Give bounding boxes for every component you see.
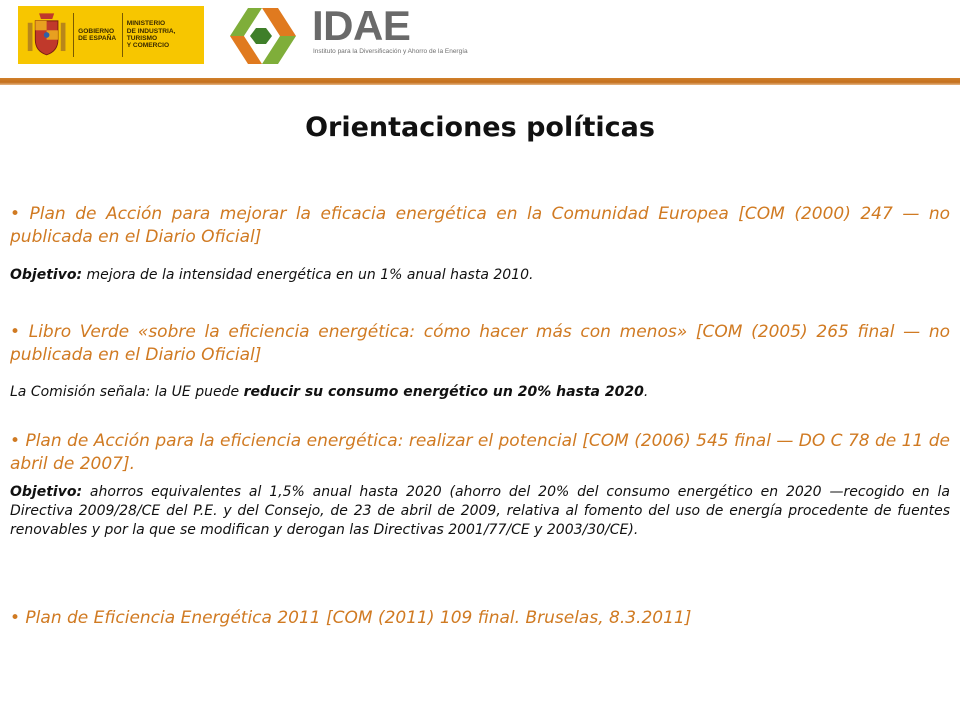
idae-wordmark: IDAE — [312, 2, 411, 49]
policy-item-title: • Plan de Eficiencia Energética 2011 [COM (2011) 109 final. Bruselas, 8.3.2011] — [10, 608, 692, 628]
header-divider — [0, 78, 960, 85]
policy-item-title: • Plan de Acción para la eficiencia energética: realizar el potencial [COM (2006) 545 final — DO C 78 de 11 de abril de 2007]. — [10, 431, 950, 474]
note-text: La Comisión señala: la UE puede — [10, 384, 244, 400]
logo-divider — [73, 13, 74, 57]
logo-divider — [122, 13, 123, 57]
policy-item-title: • Plan de Acción para mejorar la eficacia energética en la Comunidad Europea [COM (2000) 247 — no publicada en el Diario Oficial] — [10, 204, 950, 247]
slide-title: Orientaciones políticas — [305, 112, 655, 143]
note-text: mejora de la intensidad energética en un 1% anual hasta 2010. — [82, 267, 534, 283]
note-label: Objetivo: — [10, 267, 83, 283]
coat-of-arms-icon — [24, 8, 69, 62]
idae-subtitle: Instituto para la Diversificación y Ahorro de la Energía — [313, 48, 468, 55]
policy-item-note — [10, 483, 950, 540]
gobierno-logo — [18, 6, 204, 64]
note-highlight: reducir su consumo energético un 20% hasta 2020 — [243, 384, 644, 400]
note-text: . — [643, 384, 649, 400]
ministerio-text: MINISTERIO DE INDUSTRIA, TURISMO Y COMERCIO — [126, 20, 176, 50]
policy-item-note — [10, 266, 950, 285]
note-text: ahorros equivalentes al 1,5% anual hasta 2020 (ahorro del 20% del consumo energético en 2020 —recogido en la Directiva 2009/28/CE del P.E. y del Consejo, de 23 de abril de 2009, relativa al fomento del uso de energía procedente de fuentes renovables y por la que se modifican y derogan las Directivas 2001/77/CE y 2003/30/CE). — [10, 484, 950, 538]
gobierno-text: GOBIERNO DE ESPAÑA — [78, 27, 117, 42]
policy-item-title: • Libro Verde «sobre la eficiencia energética: cómo hacer más con menos» [COM (2005) 265 final — no publicada en el Diario Oficial] — [10, 322, 950, 365]
note-label: Objetivo: — [10, 484, 83, 500]
policy-item-note — [10, 383, 950, 402]
slide-header — [0, 0, 960, 78]
idae-emblem-icon — [218, 6, 304, 66]
